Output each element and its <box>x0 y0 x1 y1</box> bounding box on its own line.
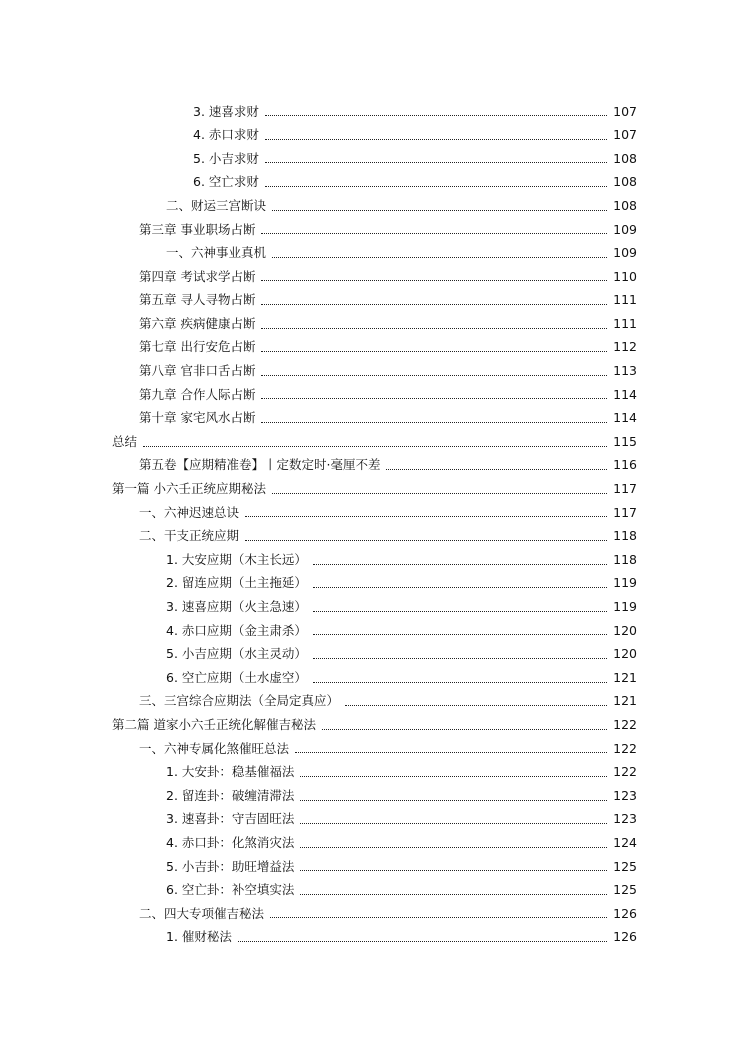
toc-entry-title: 第二篇 道家小六壬正统化解催吉秘法 <box>112 716 316 732</box>
dot-leader <box>261 233 607 234</box>
toc-entry-title: 第三章 事业职场占断 <box>139 221 256 237</box>
toc-entry-title: 一、六神事业真机 <box>166 245 267 261</box>
toc-entry-title: 第五卷【应期精准卷】丨定数定时·毫厘不差 <box>139 457 381 473</box>
toc-entry[interactable] <box>0 124 637 148</box>
toc-entry-title: 第一篇 小六壬正统应期秘法 <box>112 481 266 497</box>
toc-entry[interactable] <box>0 808 637 832</box>
toc-entry-page-number: 118 <box>613 551 637 567</box>
toc-entry-page-number: 119 <box>613 599 637 615</box>
toc-entry-page-number: 116 <box>613 457 637 473</box>
toc-entry[interactable] <box>0 619 637 643</box>
toc-entry-page-number: 125 <box>613 858 637 874</box>
toc-entry-title: 1. 催财秘法 <box>166 929 232 945</box>
toc-entry-title: 第六章 疾病健康占断 <box>139 315 256 331</box>
toc-entry-page-number: 119 <box>613 575 637 591</box>
toc-entry[interactable] <box>0 784 637 808</box>
toc-entry-page-number: 108 <box>613 150 637 166</box>
toc-entry-title: 三、三宫综合应期法（全局定真应） <box>139 693 340 709</box>
toc-entry-title: 3. 速喜求财 <box>193 103 259 119</box>
toc-entry-page-number: 120 <box>613 622 637 638</box>
toc-entry-title: 一、六神专属化煞催旺总法 <box>139 740 290 756</box>
dot-leader <box>261 375 607 376</box>
toc-entry-title: 5. 小吉应期（水主灵动） <box>166 646 307 662</box>
toc-entry[interactable] <box>0 312 637 336</box>
toc-entry-title: 4. 赤口应期（金主肃杀） <box>166 622 307 638</box>
toc-entry-title: 第四章 考试求学占断 <box>139 268 256 284</box>
toc-entry-title: 1. 大安应期（木主长远） <box>166 551 307 567</box>
dot-leader <box>300 800 607 801</box>
dot-leader <box>261 328 607 329</box>
toc-entry[interactable] <box>0 218 637 242</box>
toc-entry-page-number: 108 <box>613 197 637 213</box>
toc-entry[interactable] <box>0 761 637 785</box>
toc-entry-page-number: 122 <box>613 764 637 780</box>
toc-entry-page-number: 118 <box>613 528 637 544</box>
toc-entry[interactable] <box>0 194 637 218</box>
dot-leader <box>272 493 607 494</box>
dot-leader <box>245 516 607 517</box>
dot-leader <box>300 823 607 824</box>
toc-entry[interactable] <box>0 383 637 407</box>
toc-entry[interactable] <box>0 690 637 714</box>
dot-leader <box>322 729 607 730</box>
dot-leader <box>300 847 607 848</box>
toc-entry-page-number: 109 <box>613 245 637 261</box>
toc-entry-page-number: 126 <box>613 929 637 945</box>
toc-entry-page-number: 120 <box>613 646 637 662</box>
toc-entry[interactable] <box>0 265 637 289</box>
dot-leader <box>300 776 607 777</box>
dot-leader <box>313 634 607 635</box>
toc-entry-page-number: 121 <box>613 669 637 685</box>
dot-leader <box>143 446 607 447</box>
toc-entry-title: 二、四大专项催吉秘法 <box>139 905 265 921</box>
dot-leader <box>313 611 607 612</box>
toc-entry-title: 总结 <box>112 433 138 449</box>
toc-entry-page-number: 108 <box>613 174 637 190</box>
toc-entry[interactable] <box>0 501 637 525</box>
dot-leader <box>295 752 607 753</box>
toc-entry-title: 5. 小吉求财 <box>193 150 259 166</box>
toc-entry-page-number: 125 <box>613 882 637 898</box>
toc-entry[interactable] <box>0 548 637 572</box>
toc-entry[interactable] <box>0 289 637 313</box>
toc-entry-title: 4. 赤口求财 <box>193 127 259 143</box>
toc-entry-title: 2. 留连应期（土主拖延） <box>166 575 307 591</box>
toc-entry-title: 第八章 官非口舌占断 <box>139 363 256 379</box>
dot-leader <box>313 658 607 659</box>
dot-leader <box>272 257 607 258</box>
toc-entry[interactable] <box>0 713 637 737</box>
toc-entry[interactable] <box>0 171 637 195</box>
toc-entry-page-number: 110 <box>613 268 637 284</box>
table-of-contents <box>0 100 750 949</box>
dot-leader <box>261 398 607 399</box>
dot-leader <box>313 682 607 683</box>
dot-leader <box>265 115 607 116</box>
toc-entry-title: 5. 小吉卦：助旺增益法 <box>166 858 295 874</box>
toc-entry-page-number: 107 <box>613 127 637 143</box>
toc-entry-page-number: 126 <box>613 905 637 921</box>
dot-leader <box>261 304 607 305</box>
toc-entry-page-number: 123 <box>613 811 637 827</box>
toc-entry[interactable] <box>0 100 637 124</box>
toc-entry-page-number: 122 <box>613 716 637 732</box>
toc-entry-page-number: 122 <box>613 740 637 756</box>
toc-entry[interactable] <box>0 478 637 502</box>
toc-entry-title: 1. 大安卦：稳基催福法 <box>166 764 295 780</box>
toc-entry[interactable] <box>0 595 637 619</box>
dot-leader <box>238 941 607 942</box>
toc-entry[interactable] <box>0 430 637 454</box>
toc-entry-title: 一、六神迟速总诀 <box>139 504 240 520</box>
toc-entry[interactable] <box>0 525 637 549</box>
dot-leader <box>345 705 607 706</box>
toc-entry-title: 第七章 出行安危占断 <box>139 339 256 355</box>
toc-entry[interactable] <box>0 737 637 761</box>
toc-entry-title: 2. 留连卦：破缠清滞法 <box>166 787 295 803</box>
toc-entry-title: 3. 速喜卦：守吉固旺法 <box>166 811 295 827</box>
toc-entry-page-number: 114 <box>613 410 637 426</box>
toc-entry-title: 3. 速喜应期（火主急速） <box>166 599 307 615</box>
dot-leader <box>300 894 607 895</box>
toc-entry-title: 二、财运三宫断诀 <box>166 197 267 213</box>
toc-entry-title: 4. 赤口卦：化煞消灾法 <box>166 834 295 850</box>
dot-leader <box>300 870 607 871</box>
toc-entry-title: 第十章 家宅风水占断 <box>139 410 256 426</box>
toc-entry-page-number: 114 <box>613 386 637 402</box>
toc-entry-page-number: 109 <box>613 221 637 237</box>
toc-entry[interactable] <box>0 855 637 879</box>
toc-entry-page-number: 117 <box>613 481 637 497</box>
dot-leader <box>245 540 607 541</box>
dot-leader <box>272 210 607 211</box>
toc-entry[interactable] <box>0 902 637 926</box>
toc-entry[interactable] <box>0 360 637 384</box>
dot-leader <box>313 564 607 565</box>
dot-leader <box>386 469 607 470</box>
toc-entry[interactable] <box>0 643 637 667</box>
toc-entry-page-number: 123 <box>613 787 637 803</box>
dot-leader <box>313 587 607 588</box>
toc-entry-title: 第五章 寻人寻物占断 <box>139 292 256 308</box>
toc-entry[interactable] <box>0 454 637 478</box>
toc-entry[interactable] <box>0 407 637 431</box>
toc-entry-page-number: 107 <box>613 103 637 119</box>
toc-entry-page-number: 117 <box>613 504 637 520</box>
toc-entry[interactable] <box>0 879 637 903</box>
toc-entry[interactable] <box>0 666 637 690</box>
toc-entry-page-number: 111 <box>613 292 637 308</box>
dot-leader <box>265 162 607 163</box>
dot-leader <box>265 139 607 140</box>
toc-entry-title: 二、干支正统应期 <box>139 528 240 544</box>
toc-entry-page-number: 112 <box>613 339 637 355</box>
toc-entry-title: 6. 空亡求财 <box>193 174 259 190</box>
dot-leader <box>261 351 607 352</box>
toc-entry[interactable] <box>0 242 637 266</box>
toc-entry[interactable] <box>0 572 637 596</box>
toc-entry-title: 第九章 合作人际占断 <box>139 386 256 402</box>
toc-entry[interactable] <box>0 926 637 950</box>
toc-entry-page-number: 121 <box>613 693 637 709</box>
toc-entry[interactable] <box>0 831 637 855</box>
toc-entry-title: 6. 空亡卦：补空填实法 <box>166 882 295 898</box>
toc-entry-page-number: 124 <box>613 834 637 850</box>
toc-entry[interactable] <box>0 336 637 360</box>
toc-entry-title: 6. 空亡应期（土水虚空） <box>166 669 307 685</box>
toc-entry-page-number: 115 <box>613 433 637 449</box>
toc-entry-page-number: 111 <box>613 315 637 331</box>
toc-entry[interactable] <box>0 147 637 171</box>
dot-leader <box>261 280 607 281</box>
toc-entry-page-number: 113 <box>613 363 637 379</box>
dot-leader <box>270 917 607 918</box>
dot-leader <box>261 422 607 423</box>
dot-leader <box>265 186 607 187</box>
